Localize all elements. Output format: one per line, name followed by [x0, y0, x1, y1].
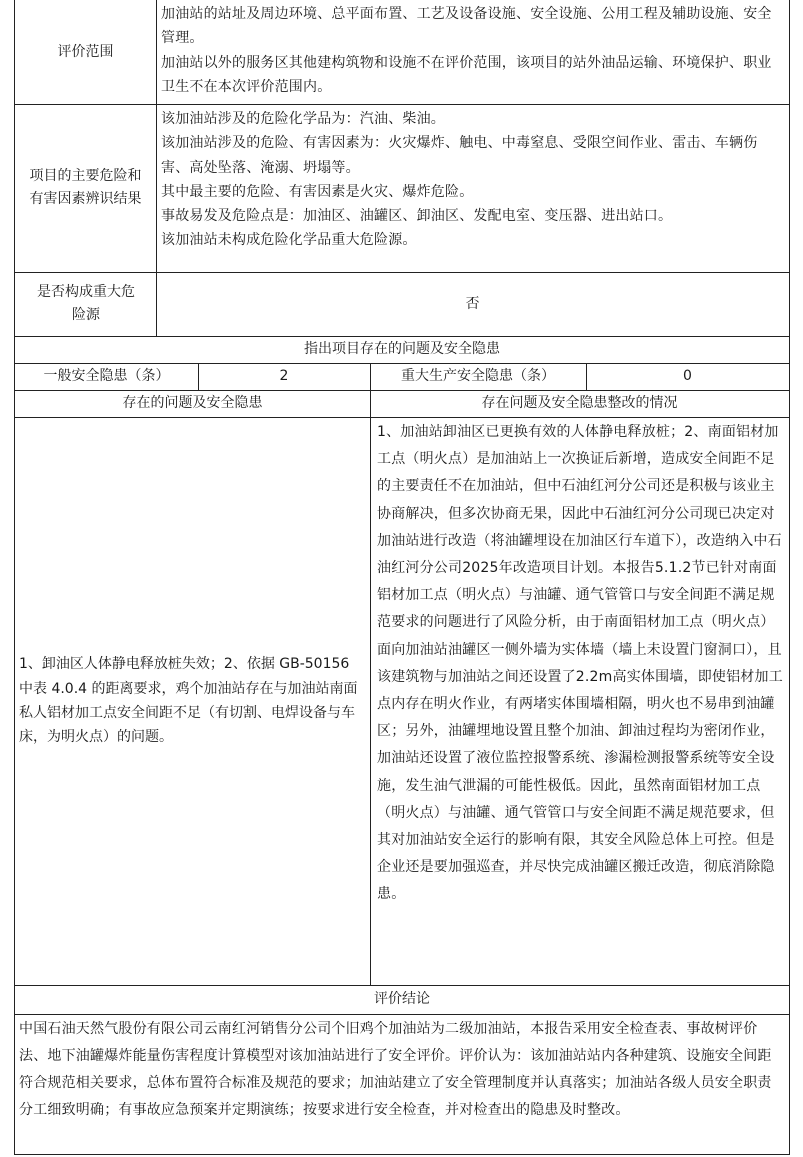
row-divider — [15, 1014, 789, 1015]
problems-text: 1、卸油区人体静电释放桩失效；2、依据 GB-50156 中表 4.0.4 的距离要求，鸡个加油站存在与加油站南面私人铝材加工点安全间距不足（有切割、电焊设备与车床，为明火点）的问题。 — [19, 656, 358, 746]
rectification-text: 1、加油站卸油区已更换有效的人体静电释放桩；2、南面铝材加工点（明火点）是加油站上一次换证后新增，造成安全间距不足的主要责任不在加油站，但中石油红河分公司还是积极与该业主协商解决，但多次协商无果，因此中石油红河分公司现已决定对加油站进行改造（将油罐埋设在加油区行车道下），改造纳入中石油红河分公司2025年改造项目计划。本报告5.1.2节已针对南面铝材加工点（明火点）与油罐、通气管管口与安全间距不满足规范要求的问题进行了风险分析，由于南面铝材加工点（明火点）面向加油站油罐区一侧外墙为实体墙（墙上未设置门窗洞口），且该建筑物与加油站之间还设置了2.2m高实体围墙，即使铝材加工点内存在明火作业，有两堵实体围墙相隔，明火也不易串到油罐区；另外，油罐埋地设置且整个加油、卸油过程均为密闭作业，加油站还设置了液位监控报警系统、渗漏检测报警系统等安全设施，发生油气泄漏的可能性极低。因此，虽然南面铝材加工点（明火点）与油罐、通气管管口与安全间距不满足规范要求，但其对加油站安全运行的影响有限，其安全风险总体上可控。但是企业还是要加强巡查，并尽快完成油罐区搬迁改造，彻底消除隐患。 — [377, 424, 783, 903]
hazards-line: 其中最主要的危险、有害因素是火灾、爆炸危险。 — [161, 183, 474, 200]
scope-label: 评价范围 — [57, 43, 114, 60]
hazards-line: 该加油站涉及的危险、有害因素为：火灾爆炸、触电、中毒窒息、受限空间作业、雷击、车辆伤害、高处坠落、淹溺、坍塌等。 — [161, 135, 758, 176]
general-hazard-label: 一般安全隐患（条） — [43, 368, 170, 384]
evaluation-table — [14, 0, 790, 1155]
issues-header: 指出项目存在的问题及安全隐患 — [304, 341, 500, 357]
conclusion-cell — [19, 1016, 785, 1154]
general-hazard-count: 2 — [279, 368, 289, 384]
col-divider — [370, 363, 371, 985]
rectification-column-header: 存在问题及安全隐患整改的情况 — [481, 395, 678, 411]
hazards-label: 项目的主要危险和有害因素辨识结果 — [29, 168, 142, 207]
hazards-line: 该加油站未构成危险化学品重大危险源。 — [161, 232, 417, 249]
problems-column-header: 存在的问题及安全隐患 — [122, 395, 263, 411]
scope-line: 加油站的站址及周边环境、总平面布置、工艺及设备设施、安全设施、公用工程及辅助设施、安全管理。 — [161, 6, 772, 47]
hazards-line: 事故易发及危险点是：加油区、油罐区、卸油区、发配电室、变压器、进出站口。 — [161, 208, 673, 225]
problems-cell — [19, 417, 367, 985]
major-hazard-count: 0 — [683, 368, 692, 384]
major-hazard-count-label: 重大生产安全隐患（条） — [401, 368, 555, 384]
conclusion-text: 中国石油天然气股份有限公司云南红河销售分公司个旧鸡个加油站为二级加油站，本报告采用安全检查表、事故树评价法、地下油罐爆炸能量伤害程度计算模型对该加油站进行了安全评价。评价认为：该加油站站内各种建筑、设施安全间距符合规范相关要求，总体布置符合标准及规范的要求；加油站建立了安全管理制度并认真落实；加油站各级人员安全职责分工细致明确；有事故应急预案并定期演练；按要求进行安全检查，并对检查出的隐患及时整改。 — [19, 1021, 772, 1118]
major-hazard-value: 否 — [465, 295, 480, 312]
scope-content — [161, 2, 785, 102]
hazards-line: 该加油站涉及的危险化学品为：汽油、柴油。 — [161, 111, 445, 127]
rectification-cell — [377, 419, 786, 983]
conclusion-header: 评价结论 — [374, 991, 430, 1007]
hazards-content — [161, 107, 785, 270]
major-hazard-label: 是否构成重大危险源 — [37, 284, 135, 323]
scope-line: 加油站以外的服务区其他建构筑物和设施不在评价范围，该项目的站外油品运输、环境保护、职业卫生不在本次评价范围内。 — [161, 54, 772, 95]
